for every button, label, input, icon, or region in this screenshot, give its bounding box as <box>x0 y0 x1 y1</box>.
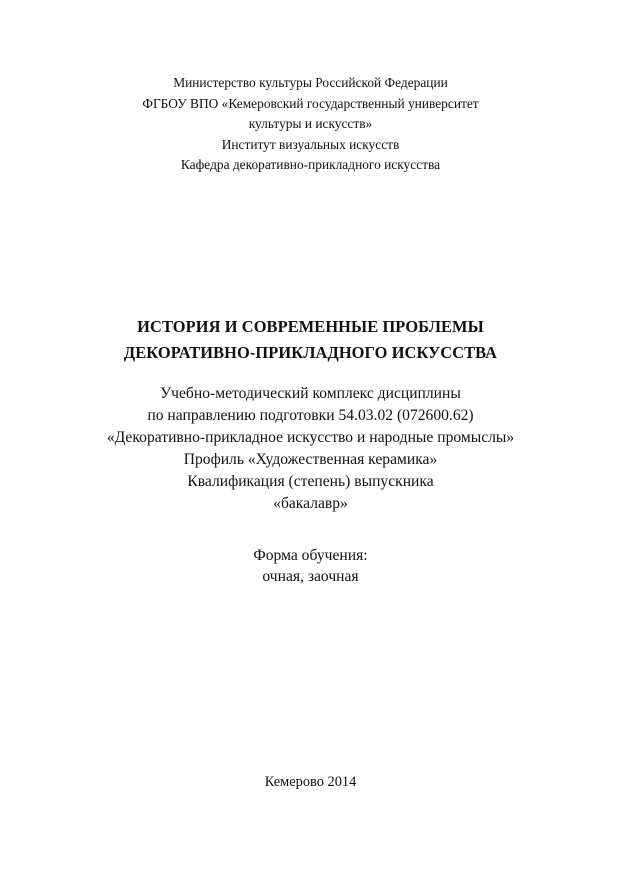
institution-header <box>0 73 621 176</box>
study-form-label: Форма обучения: <box>253 547 368 564</box>
study-form-value: очная, заочная <box>262 568 359 585</box>
qualification-line: Квалификация (степень) выпускника <box>187 473 434 490</box>
complex-type-line: Учебно-методический комплекс дисциплины <box>160 385 461 402</box>
direction-name-line: «Декоративно-прикладное искусство и народные промыслы» <box>106 429 515 446</box>
place-and-year <box>0 772 621 792</box>
document-title <box>0 314 621 366</box>
ministry-line: Министерство культуры Российской Федерации <box>173 75 448 90</box>
institute-line: Институт визуальных искусств <box>221 136 400 152</box>
degree-line: «бакалавр» <box>273 495 348 512</box>
title-line-2: ДЕКОРАТИВНО-ПРИКЛАДНОГО ИСКУССТВА <box>123 343 498 362</box>
university-line: ФГБОУ ВПО «Кемеровский государственный университет <box>142 95 479 111</box>
title-line-1: ИСТОРИЯ И СОВРЕМЕННЫЕ ПРОБЛЕМЫ <box>137 317 484 336</box>
department-line: Кафедра декоративно-прикладного искусства <box>180 157 441 173</box>
university-line-continued: культуры и искусств» <box>248 116 373 132</box>
document-subtitle <box>0 383 621 515</box>
profile-line: Профиль «Художественная керамика» <box>183 451 438 468</box>
training-direction-line: по направлению подготовки 54.03.02 (072600.62) <box>147 407 474 424</box>
place-year-text: Кемерово 2014 <box>264 774 357 790</box>
study-form <box>0 545 621 587</box>
